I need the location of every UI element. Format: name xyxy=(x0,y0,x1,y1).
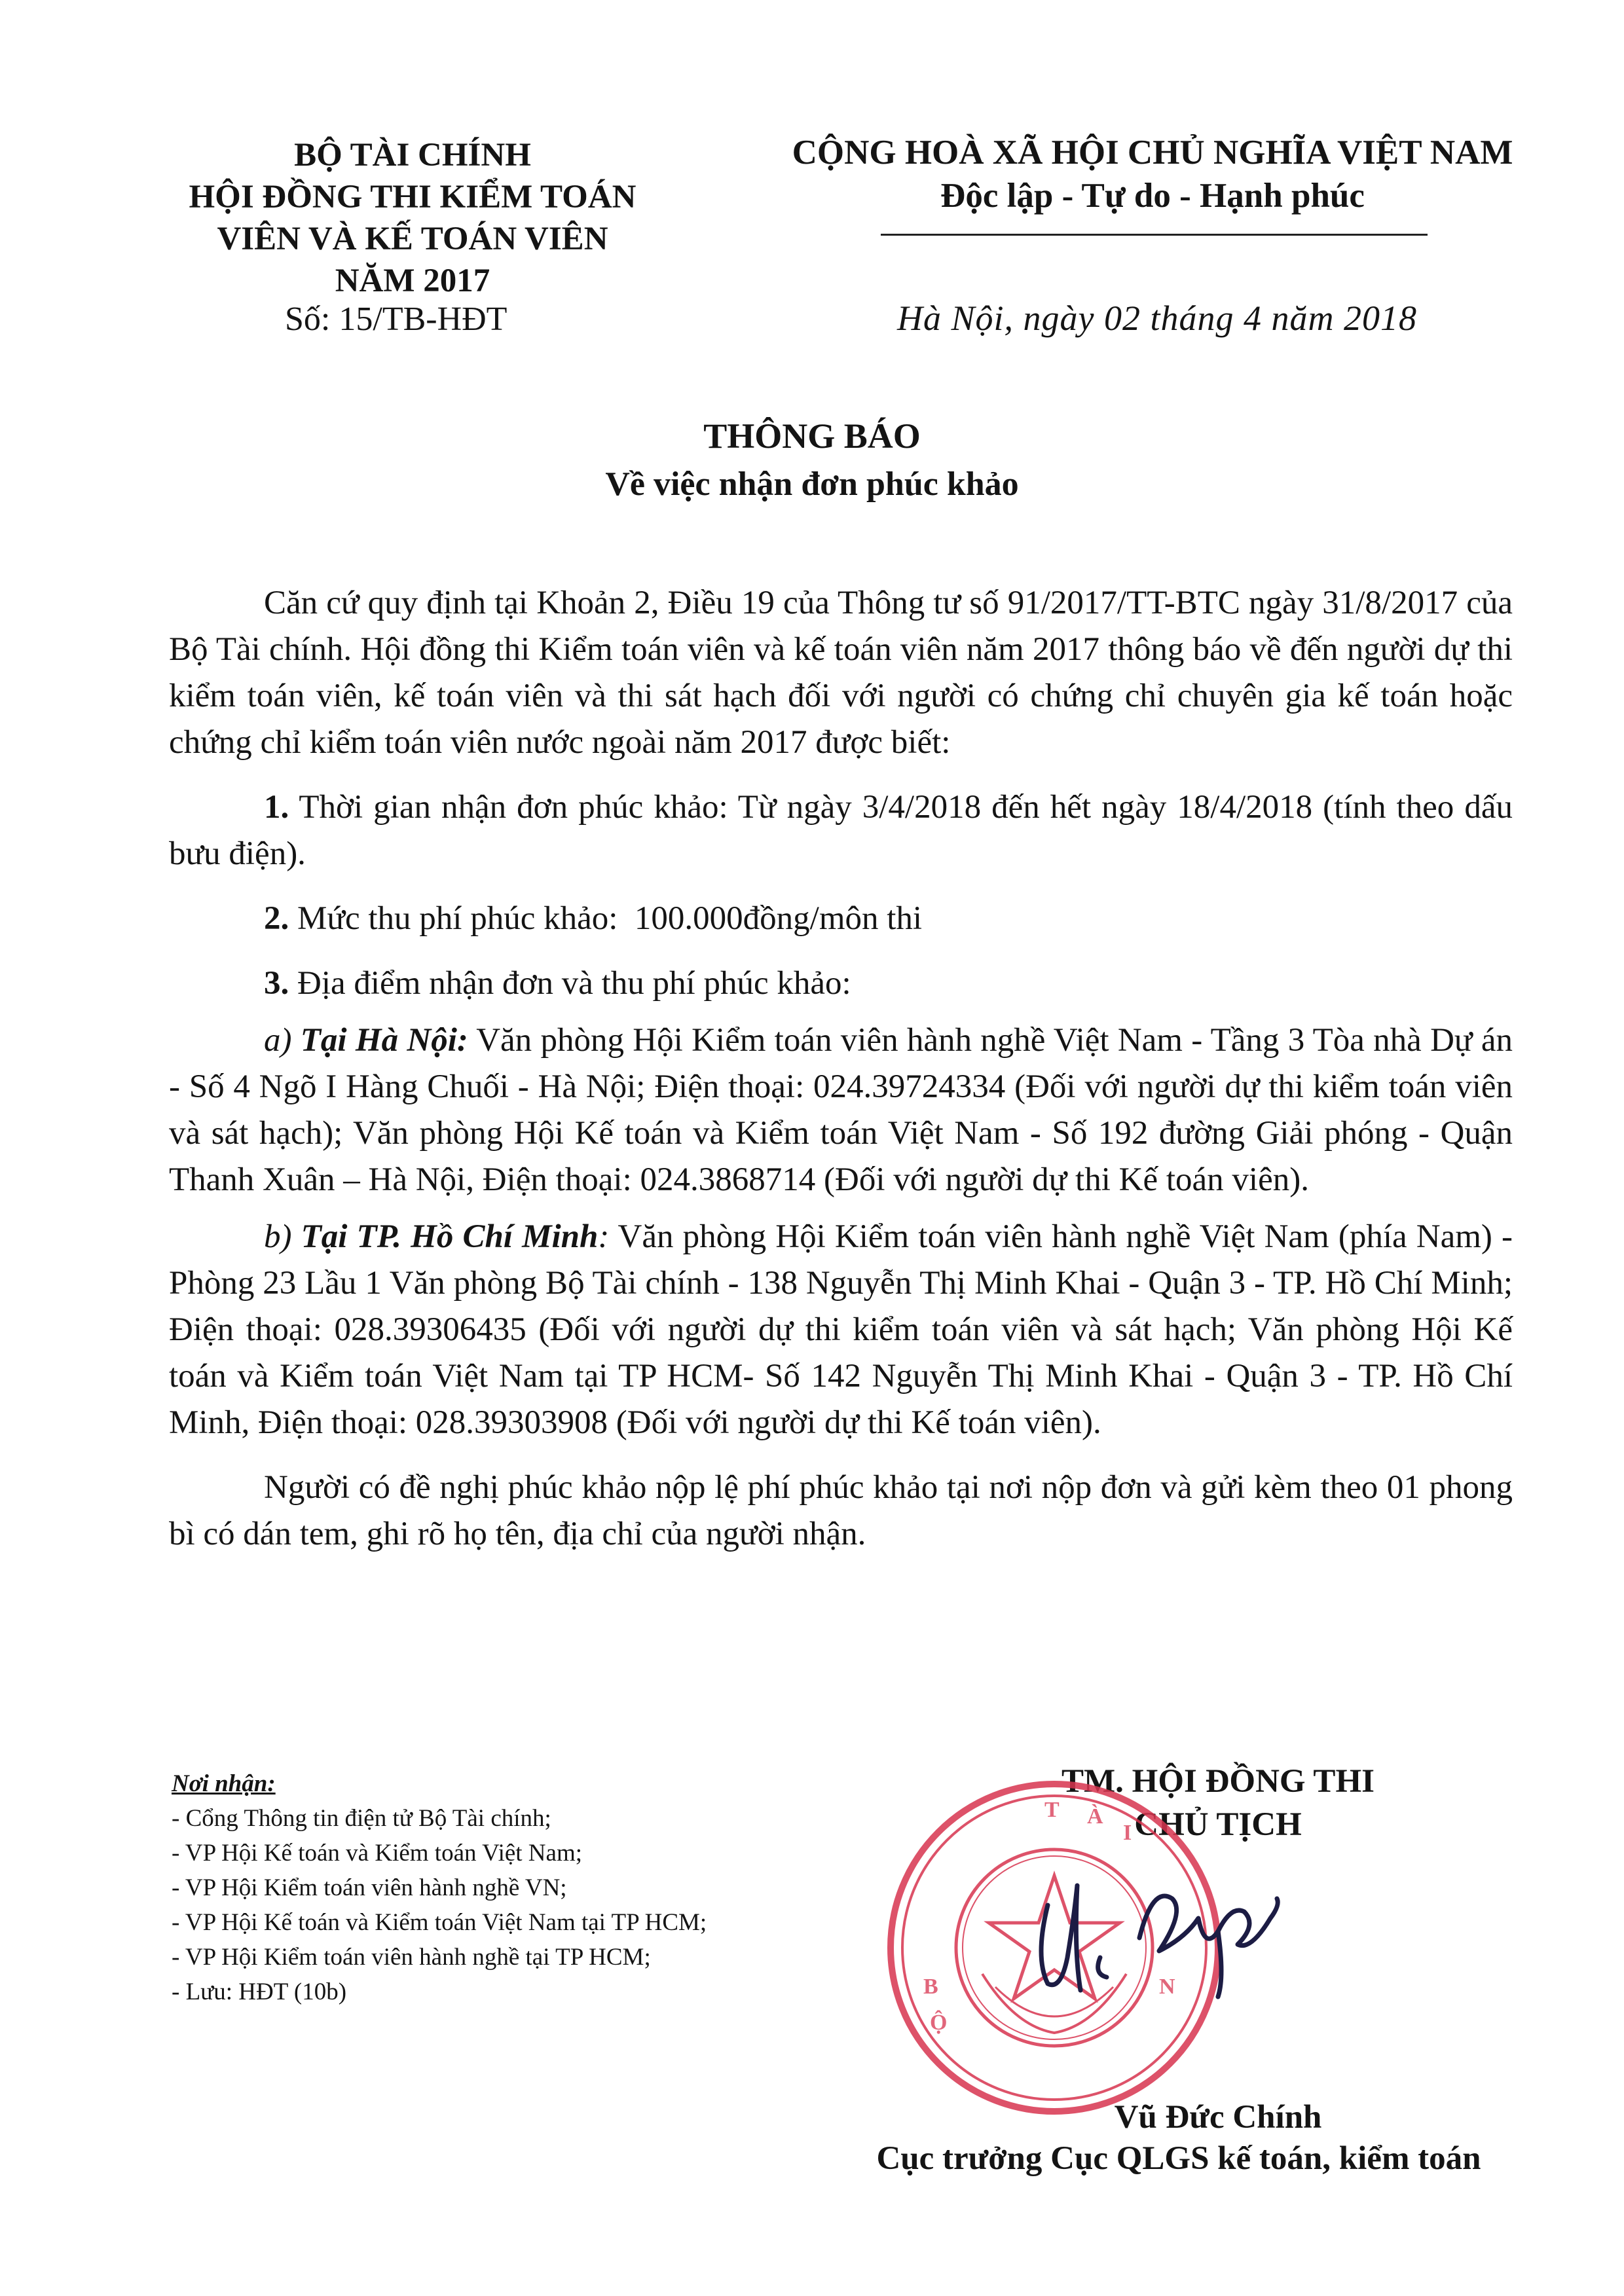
item-3 xyxy=(169,960,1513,1007)
svg-text:À: À xyxy=(1087,1804,1103,1829)
signature-title: TM. HỘI ĐỒNG THI xyxy=(1061,1763,1375,1800)
recipient-item: - VP Hội Kế toán và Kiểm toán Việt Nam; xyxy=(172,1840,583,1867)
issuer-council-line2: VIÊN VÀ KẾ TOÁN VIÊN xyxy=(217,221,608,257)
item-2-value: 100.000đồng/môn thi xyxy=(634,900,923,937)
item-3-number: 3. xyxy=(264,965,289,1002)
item-3-text: Địa điểm nhận đơn và thu phí phúc khảo: xyxy=(297,965,851,1002)
item-3a xyxy=(169,1017,1513,1203)
document-title: THÔNG BÁO xyxy=(703,416,921,456)
national-header xyxy=(766,131,1539,217)
item-1-text: Thời gian nhận đơn phúc khảo: Từ ngày 3/4/2018 đến hết ngày 18/4/2018 (tính theo dấu bưu điện). xyxy=(169,789,1513,872)
recipient-item: - VP Hội Kiểm toán viên hành nghề tại TP HCM; xyxy=(172,1944,651,1971)
svg-text:N: N xyxy=(1159,1975,1175,1999)
item-3b-label: b) xyxy=(264,1218,292,1255)
item-2 xyxy=(169,896,1513,942)
signer-name: Vũ Đức Chính xyxy=(1114,2099,1322,2136)
recipient-item: - Lưu: HĐT (10b) xyxy=(172,1978,347,2005)
item-3b: b) Tại TP. Hồ Chí Minh: Văn phòng Hội Kiểm toán viên hành nghề Việt Nam (phía Nam) - Phòng 23 Lầu 1 Văn phòng Bộ Tài chính - 138 Nguyễn Thị Minh Khai - Quận 3 - TP. Hồ Chí Minh; Điện thoại: 028.39306435 (Đối với người dự thi kiểm toán viên và sát hạch; Văn phòng Hội Kế toán và Kiểm toán Việt Nam tại TP HCM- Số 142 Nguyễn Thị Minh Khai - Quận 3 - TP. Hồ Chí Minh, Điện thoại: 028.39303908 (Đối với người dự thi Kế toán viên). xyxy=(169,1218,1513,1441)
item-3b-place: Tại TP. Hồ Chí Minh xyxy=(301,1218,599,1255)
item-1-number: 1. xyxy=(264,789,289,826)
recipient-item: - VP Hội Kế toán và Kiểm toán Việt Nam tại TP HCM; xyxy=(172,1909,707,1936)
document-body xyxy=(169,580,1513,1558)
handwritten-signature-icon xyxy=(1022,1859,1310,2003)
national-title: CỘNG HOÀ XÃ HỘI CHỦ NGHĨA VIỆT NAM xyxy=(792,134,1513,172)
signature-role: CHỦ TỊCH xyxy=(1134,1806,1302,1843)
national-motto: Độc lập - Tự do - Hạnh phúc xyxy=(940,177,1365,215)
item-2-text: Mức thu phí phúc khảo: xyxy=(297,900,618,937)
signer-position: Cục trưởng Cục QLGS kế toán, kiểm toán xyxy=(876,2140,1481,2177)
item-3a-place: Tại Hà Nội: xyxy=(300,1022,468,1059)
recipient-item: - Cổng Thông tin điện tử Bộ Tài chính; xyxy=(172,1805,551,1832)
document-number: Số: 15/TB-HĐT xyxy=(285,301,507,338)
recipient-item: - VP Hội Kiểm toán viên hành nghề VN; xyxy=(172,1874,567,1901)
issuer-council-line1: HỘI ĐỒNG THI KIỂM TOÁN xyxy=(189,179,637,215)
item-3a-label: a) xyxy=(264,1022,292,1059)
svg-text:I: I xyxy=(1123,1821,1132,1845)
issuer-ministry: BỘ TÀI CHÍNH xyxy=(294,137,531,173)
intro-paragraph: Căn cứ quy định tại Khoản 2, Điều 19 của Thông tư số 91/2017/TT-BTC ngày 31/8/2017 của Bộ Tài chính. Hội đồng thi Kiểm toán viên và kế toán viên năm 2017 thông báo về đến người dự thi kiểm toán viên, kế toán viên và thi sát hạch đối với người có chứng chỉ chuyên gia kế toán hoặc chứng chỉ kiểm toán viên nước ngoài năm 2017 được biết: xyxy=(169,585,1513,761)
item-3a-text: Văn phòng Hội Kiểm toán viên hành nghề Việt Nam - Tầng 3 Tòa nhà Dự án - Số 4 Ngõ I Hàng Chuối - Hà Nội; Điện thoại: 024.39724334 (Đối với người dự thi kiểm toán viên và sát hạch); Văn phòng Hội Kế toán và Kiểm toán Việt Nam - Số 192 đường Giải phóng - Quận Thanh Xuân – Hà Nội, Điện thoại: 024.3868714 (Đối với người dự thi Kế toán viên). xyxy=(169,1022,1513,1198)
item-1 xyxy=(169,784,1513,877)
svg-text:T: T xyxy=(1044,1798,1060,1822)
issuer-block xyxy=(164,134,661,302)
svg-text:Ộ: Ộ xyxy=(930,2011,948,2035)
recipients-header: Nơi nhận: xyxy=(172,1770,276,1797)
item-2-number: 2. xyxy=(264,900,289,937)
recipients-block xyxy=(172,1766,748,2009)
closing-paragraph: Người có đề nghị phúc khảo nộp lệ phí phúc khảo tại nơi nộp đơn và gửi kèm theo 01 phong bì có dán tem, ghi rõ họ tên, địa chỉ của người nhận. xyxy=(169,1469,1513,1552)
item-3b-text: Văn phòng Hội Kiểm toán viên hành nghề Việt Nam (phía Nam) - Phòng 23 Lầu 1 Văn phòng Bộ Tài chính - 138 Nguyễn Thị Minh Khai - Quận 3 - TP. Hồ Chí Minh; Điện thoại: 028.39306435 (Đối với người dự thi kiểm toán viên và sát hạch; Văn phòng Hội Kế toán và Kiểm toán Việt Nam tại TP HCM- Số 142 Nguyễn Thị Minh Khai - Quận 3 - TP. Hồ Chí Minh, Điện thoại: 028.39303908 (Đối với người dự thi Kế toán viên). xyxy=(169,1218,1513,1441)
issue-date: Hà Nội, ngày 02 tháng 4 năm 2018 xyxy=(897,299,1417,338)
issuer-year: NĂM 2017 xyxy=(335,263,490,299)
motto-underline xyxy=(881,234,1428,236)
svg-text:B: B xyxy=(923,1975,938,1999)
document-subtitle: Về việc nhận đơn phúc khảo xyxy=(605,465,1019,503)
